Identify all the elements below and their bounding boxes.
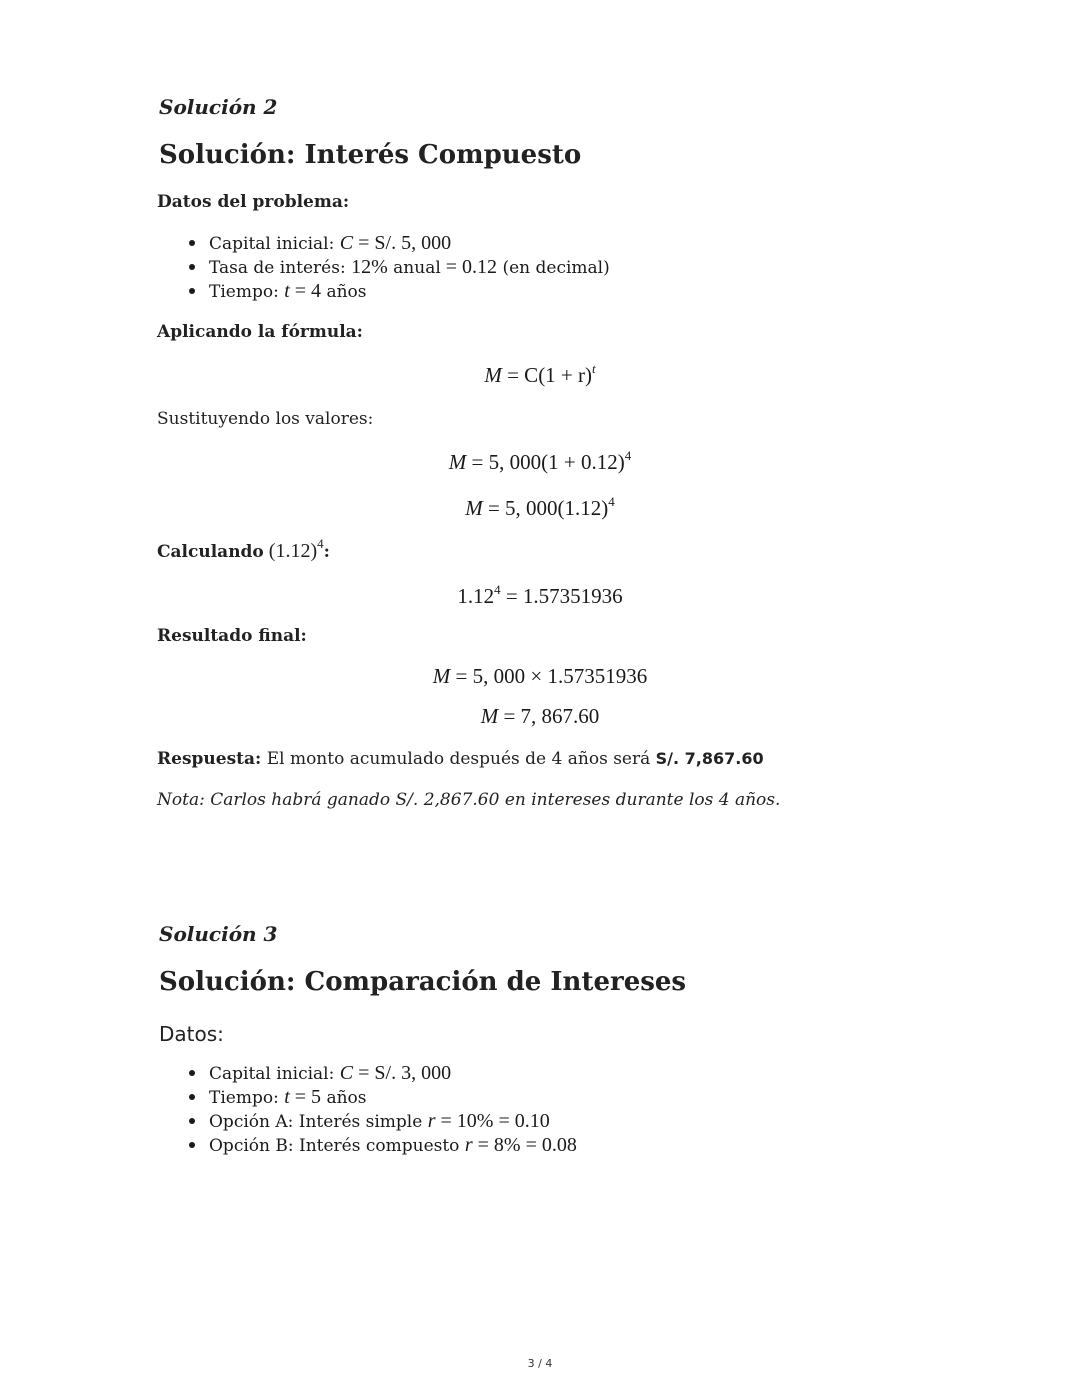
result-equation-1 <box>0 664 1080 689</box>
eq-rhs: = 7, 867.60 <box>498 704 600 728</box>
datos-heading: Datos: <box>159 1022 224 1046</box>
item-text: años <box>321 282 367 302</box>
math-expr: = 10% = 0.10 <box>435 1110 550 1132</box>
calc-heading-text: Calculando <box>157 542 264 562</box>
list-item <box>187 279 610 303</box>
math-var: r <box>464 1134 473 1156</box>
formula-equation <box>0 363 1080 388</box>
eq-rhs: = C(1 + r) <box>501 363 593 387</box>
eq-lhs: M <box>465 496 483 520</box>
solution-3-data-list <box>187 1061 577 1157</box>
eq-lhs: M <box>448 450 467 474</box>
math-expr: = 0.12 <box>440 256 498 278</box>
note: Nota: Carlos habrá ganado S/. 2,867.60 en intereses durante los 4 años. <box>157 790 781 810</box>
answer-paragraph <box>157 749 764 769</box>
calc-math: (1.12) <box>263 540 318 562</box>
eq-rhs: = 1.57351936 <box>500 584 623 608</box>
item-text: anual <box>387 258 441 278</box>
eq-rhs: = 5, 000(1.12) <box>482 496 609 520</box>
math-expr: = 5 <box>289 1086 322 1108</box>
item-text: Capital inicial: <box>209 1064 340 1084</box>
math-var: t <box>284 280 290 302</box>
math-expr: = 4 <box>289 280 322 302</box>
eq-rhs: = 5, 000 × 1.57351936 <box>450 664 648 688</box>
answer-value: S/. 7,867.60 <box>655 749 764 768</box>
list-item <box>187 231 610 255</box>
data-heading: Datos del problema: <box>157 192 350 212</box>
list-item <box>187 1085 577 1109</box>
eq-base: 1.12 <box>457 584 495 608</box>
solution-2-title: Solución: Interés Compuesto <box>159 140 582 170</box>
math-expr: = S/. 3, 000 <box>353 1062 452 1084</box>
eq-rhs: = 5, 000(1 + 0.12) <box>466 450 625 474</box>
math-var: r <box>427 1110 436 1132</box>
item-text: (en decimal) <box>497 258 610 278</box>
eq-lhs: M <box>484 363 502 387</box>
solution-3-label: Solución 3 <box>159 922 278 946</box>
math-expr: 12% <box>351 256 388 278</box>
answer-text: El monto acumulado después de 4 años será <box>261 749 656 769</box>
result-heading: Resultado final: <box>157 626 307 646</box>
item-text: Tiempo: <box>209 1088 285 1108</box>
solution-2-data-list <box>187 231 610 303</box>
item-text: años <box>321 1088 367 1108</box>
page-number: 3 / 4 <box>527 1357 553 1370</box>
item-text: Capital inicial: <box>209 234 340 254</box>
list-item <box>187 1061 577 1085</box>
list-item <box>187 1109 577 1133</box>
math-expr: = 8% = 0.08 <box>472 1134 577 1156</box>
math-var: t <box>284 1086 290 1108</box>
solution-3-title: Solución: Comparación de Intereses <box>159 967 687 997</box>
calc-equation <box>0 584 1080 609</box>
math-expr: = S/. 5, 000 <box>353 232 452 254</box>
item-text: Tasa de interés: <box>209 258 352 278</box>
math-var: C <box>339 1062 354 1084</box>
substitute-text: Sustituyendo los valores: <box>157 409 374 429</box>
eq-exponent: 4 <box>494 582 501 597</box>
eq-exponent: t <box>592 361 596 376</box>
item-text: Opción A: Interés simple <box>209 1112 428 1132</box>
calc-colon: : <box>323 542 330 562</box>
formula-heading: Aplicando la fórmula: <box>157 322 363 342</box>
list-item <box>187 255 610 279</box>
list-item <box>187 1133 577 1157</box>
eq-exponent: 4 <box>624 448 632 463</box>
substitution-equation-2 <box>0 496 1080 521</box>
eq-lhs: M <box>432 664 451 688</box>
item-text: Tiempo: <box>209 282 285 302</box>
result-equation-2 <box>0 704 1080 729</box>
math-var: C <box>339 232 354 254</box>
item-text: Opción B: Interés compuesto <box>209 1136 465 1156</box>
calc-exponent: 4 <box>317 536 324 551</box>
calc-heading <box>157 536 330 563</box>
solution-2-label: Solución 2 <box>159 95 278 119</box>
answer-label: Respuesta: <box>157 749 262 769</box>
substitution-equation-1 <box>0 450 1080 475</box>
eq-lhs: M <box>480 704 499 728</box>
eq-exponent: 4 <box>608 494 615 509</box>
